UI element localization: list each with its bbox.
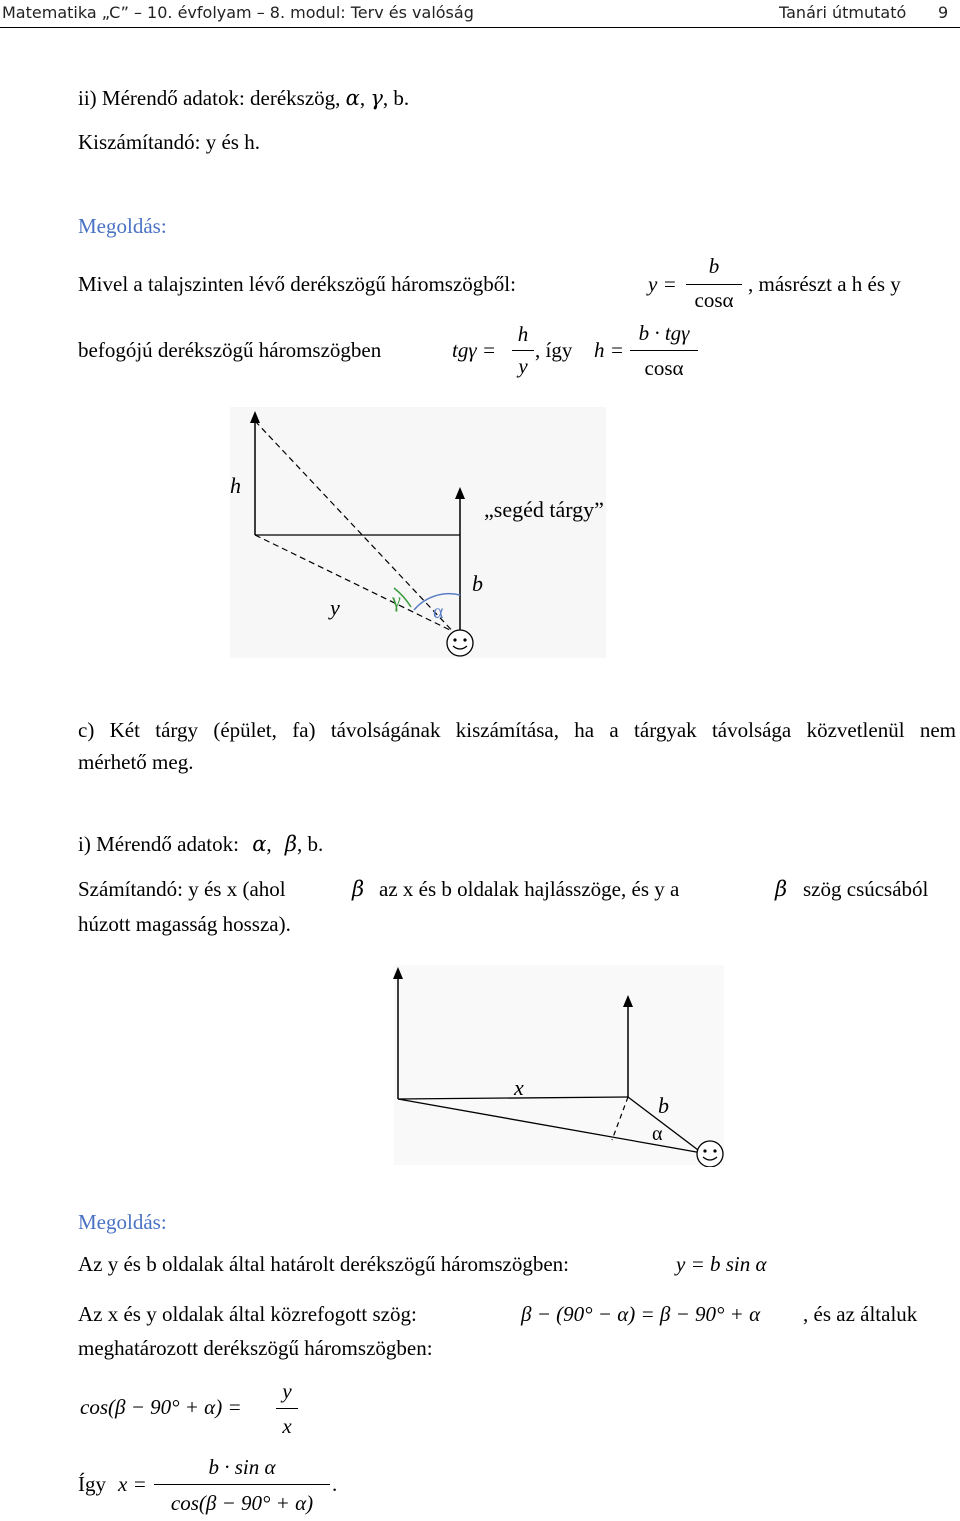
figure1-helper-label: „segéd tárgy” — [484, 497, 604, 522]
frac3-denominator: cosα — [644, 356, 684, 380]
figure1-h-label: h — [230, 473, 241, 498]
solution2-line2-tail: , és az általuk — [803, 1302, 918, 1326]
cos-frac-denominator: x — [282, 1414, 292, 1438]
frac1-bar — [686, 284, 742, 285]
solution1-line2-text: befogójú derékszögű háromszögben — [78, 338, 382, 362]
solution1-line1-text: Mivel a talajszinten lévő derékszögű háromszögből: — [78, 272, 516, 296]
solution2-line2-text: Az x és y oldalak által közrefogott szög: — [78, 1302, 417, 1326]
solution-label-2: Megoldás: — [78, 1210, 167, 1234]
gamma-symbol: γ — [370, 86, 383, 110]
beta-symbol: β — [284, 832, 298, 856]
figure1-b-label: b — [472, 571, 483, 596]
y-equals-b-sin-alpha: y = b sin α — [676, 1252, 767, 1276]
beta-symbol-2: β — [775, 877, 788, 901]
solution2-line1-text: Az y és b oldalak által határolt derékszögű háromszögben: — [78, 1252, 569, 1276]
alpha-symbol: α — [345, 86, 360, 110]
x-equals: x = — [118, 1472, 147, 1496]
cos-equation-lhs: cos(β − 90° + α) = — [80, 1395, 242, 1419]
frac3-bar — [630, 350, 698, 351]
part-i-measured: i) Mérendő adatok: α, β, b. — [78, 832, 324, 856]
frac2-bar — [512, 350, 534, 351]
frac1-numerator: b — [708, 254, 720, 278]
solution2-line3-text: meghatározott derékszögű háromszögben: — [78, 1336, 433, 1360]
solution1-line2-mid: , így — [535, 338, 573, 362]
part-ii-compute: Kiszámítandó: y és h. — [78, 130, 260, 154]
y-equals: y = — [648, 272, 677, 296]
x-frac-bar — [154, 1484, 330, 1485]
frac3-numerator: b · tgγ — [638, 321, 690, 345]
beta-symbol: β — [352, 877, 365, 901]
h-equals: h = — [594, 338, 624, 362]
x-frac-numerator: b · sin α — [208, 1455, 276, 1479]
figure2-alpha-label: α — [652, 1123, 663, 1145]
figure2-b-label: b — [658, 1093, 669, 1118]
final-period: . — [332, 1472, 338, 1496]
figure1-gamma-label: γ — [392, 590, 401, 612]
figure1-alpha-label: α — [433, 601, 444, 623]
figure1-diagram — [228, 405, 608, 660]
solution-label: Megoldás: — [78, 214, 167, 238]
figure2-x-label: x — [514, 1075, 524, 1100]
frac2-denominator: y — [518, 354, 528, 378]
figure2-diagram — [392, 963, 726, 1167]
part-c-line1: c) Két tárgy (épület, fa) távolságának kiszámítása, ha a tárgyak távolsága közvetlenül nem — [78, 718, 956, 742]
observer-face-icon — [697, 1141, 723, 1167]
angle-formula: β − (90° − α) = β − 90° + α — [521, 1302, 761, 1326]
figure1-y-label: y — [330, 595, 340, 620]
tg-gamma-equals: tgγ = — [452, 338, 497, 362]
part-i-compute-a: Számítandó: y és x (ahol — [78, 877, 286, 901]
observer-eye-right-icon — [713, 1149, 716, 1152]
figure1-background — [230, 407, 606, 658]
page-number: 9 — [938, 3, 949, 22]
frac1-denominator: cosα — [694, 288, 734, 312]
part-i-compute-line2: húzott magasság hossza). — [78, 912, 291, 936]
cos-frac-bar — [276, 1408, 298, 1409]
solution1-line1-tail: , másrészt a h és y — [748, 272, 901, 296]
observer-eye-left-icon — [703, 1149, 706, 1152]
observer-eye-right-icon — [463, 638, 466, 641]
part-c-line2: mérhető meg. — [78, 750, 194, 774]
part-ii-measured: ii) Mérendő adatok: derékszög, α, γ, b. — [78, 86, 410, 110]
header-divider — [0, 27, 960, 28]
header-guide-label: Tanári útmutató — [779, 3, 907, 22]
observer-face-icon — [447, 630, 473, 656]
observer-eye-left-icon — [453, 638, 456, 641]
figure2-background — [394, 965, 724, 1165]
part-i-compute-b: az x és b oldalak hajlásszöge, és y a — [379, 877, 680, 901]
cos-frac-numerator: y — [282, 1379, 292, 1403]
header-title: Matematika „C” – 10. évfolyam – 8. modul: Terv és valóság — [2, 3, 474, 22]
frac2-numerator: h — [517, 322, 529, 346]
part-i-compute-c: szög csúcsából — [803, 877, 929, 901]
x-frac-denominator: cos(β − 90° + α) — [170, 1491, 314, 1515]
alpha-symbol: α — [252, 832, 267, 856]
igy-label: Így — [78, 1472, 106, 1496]
